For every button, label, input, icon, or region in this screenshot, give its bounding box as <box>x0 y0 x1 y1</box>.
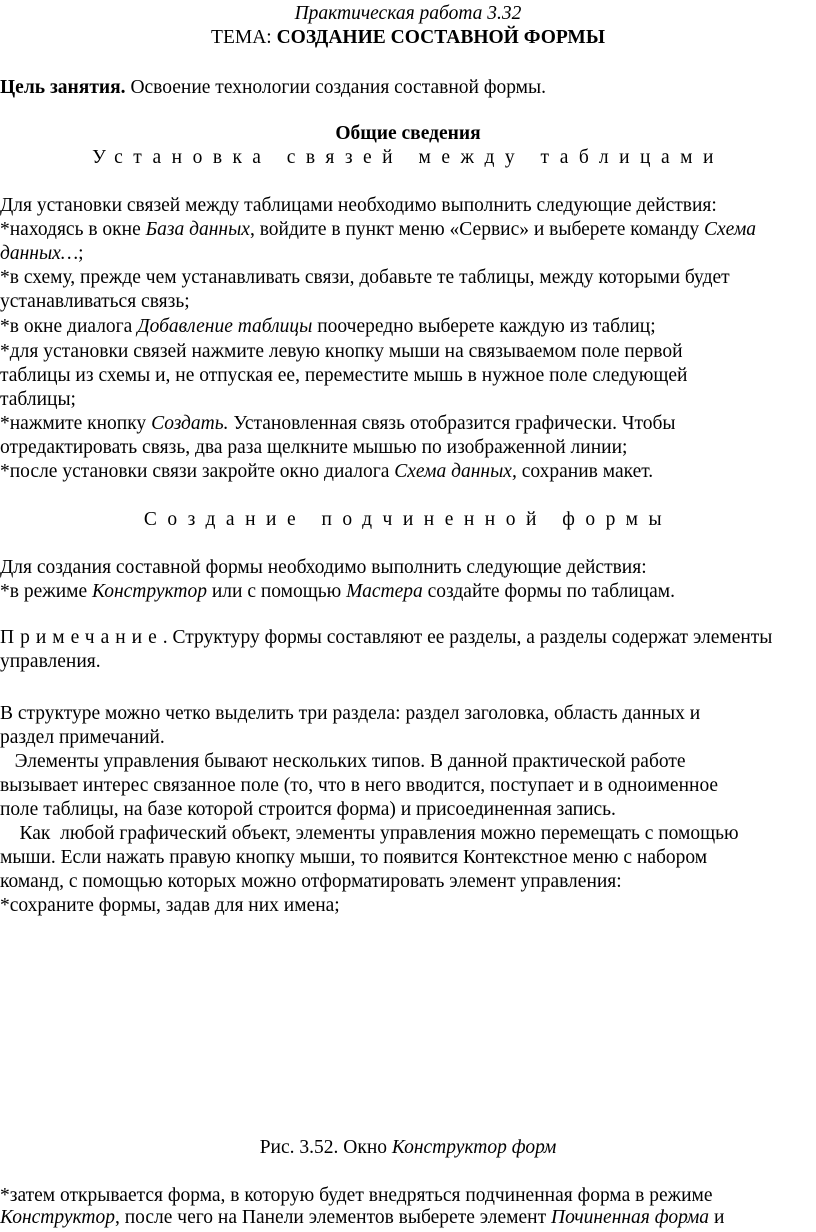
paragraph-line: Для установки связей между таблицами необходимо выполнить следующие действия: <box>0 195 717 216</box>
paragraph-line: *в окне диалога Добавление таблицы поочередно выберете каждую из таблиц; <box>0 316 656 337</box>
paragraph-line: поле таблицы, на базе которой строится форма) и присоединенная запись. <box>0 799 616 820</box>
subheading-subform: Создание подчиненной формы <box>143 509 673 530</box>
paragraph-line: *нажмите кнопку Создать. Установленная связь отобразится графически. Чтобы <box>0 413 676 434</box>
paragraph-line: таблицы; <box>0 389 76 410</box>
paragraph-line: данных…; <box>0 243 84 264</box>
subheading-links: Установка связей между таблицами <box>92 147 724 168</box>
paragraph-line: Элементы управления бывают нескольких типов. В данной практической работе <box>0 751 686 772</box>
paragraph-line: *в схему, прежде чем устанавливать связи, добавьте те таблицы, между которыми будет <box>0 267 730 288</box>
note-line: Примечание. Структуру формы составляют ее разделы, а разделы содержат элементы <box>0 627 773 648</box>
paragraph-line: Для создания составной формы необходимо выполнить следующие действия: <box>0 557 647 578</box>
paragraph-line: управления. <box>0 651 101 672</box>
paragraph-line: команд, с помощью которых можно отформатировать элемент управления: <box>0 871 622 892</box>
theme-title: ТЕМА: СОЗДАНИЕ СОСТАВНОЙ ФОРМЫ <box>211 27 605 48</box>
paragraph-line: мыши. Если нажать правую кнопку мыши, то появится Контекстное меню с набором <box>0 847 708 868</box>
paragraph-line: *для установки связей нажмите левую кнопку мыши на связываемом поле первой <box>0 341 683 362</box>
paragraph-line: отредактировать связь, два раза щелкните мышью по изображенной линии; <box>0 437 628 458</box>
work-title: Практическая работа 3.32 <box>294 3 522 24</box>
paragraph-line: Конструктор, после чего на Панели элементов выберете элемент Починенная форма и <box>0 1207 725 1228</box>
paragraph-line: *после установки связи закройте окно диалога Схема данных, сохранив макет. <box>0 461 654 482</box>
paragraph-line: *находясь в окне База данных, войдите в пункт меню «Сервис» и выберете команду Схема <box>0 219 757 240</box>
figure-caption: Рис. 3.52. Окно Конструктор форм <box>259 1137 557 1158</box>
paragraph-line: *затем открывается форма, в которую будет внедряться подчиненная форма в режиме <box>0 1185 713 1206</box>
paragraph-line: таблицы из схемы и, не отпуская ее, переместите мышь в нужное поле следующей <box>0 365 688 386</box>
section-heading-general: Общие сведения <box>335 123 481 144</box>
paragraph-line: устанавливаться связь; <box>0 291 190 312</box>
paragraph-line: *сохраните формы, задав для них имена; <box>0 895 340 916</box>
paragraph-line: *в режиме Конструктор или с помощью Мастера создайте формы по таблицам. <box>0 581 675 602</box>
goal-line: Цель занятия. Освоение технологии создания составной формы. <box>0 77 546 98</box>
paragraph-line: В структуре можно четко выделить три раздела: раздел заголовка, область данных и <box>0 703 701 724</box>
paragraph-line: вызывает интерес связанное поле (то, что в него вводится, поступает и в одноименное <box>0 775 719 796</box>
paragraph-line: Как любой графический объект, элементы управления можно перемещать с помощью <box>0 823 739 844</box>
paragraph-line: раздел примечаний. <box>0 727 165 748</box>
